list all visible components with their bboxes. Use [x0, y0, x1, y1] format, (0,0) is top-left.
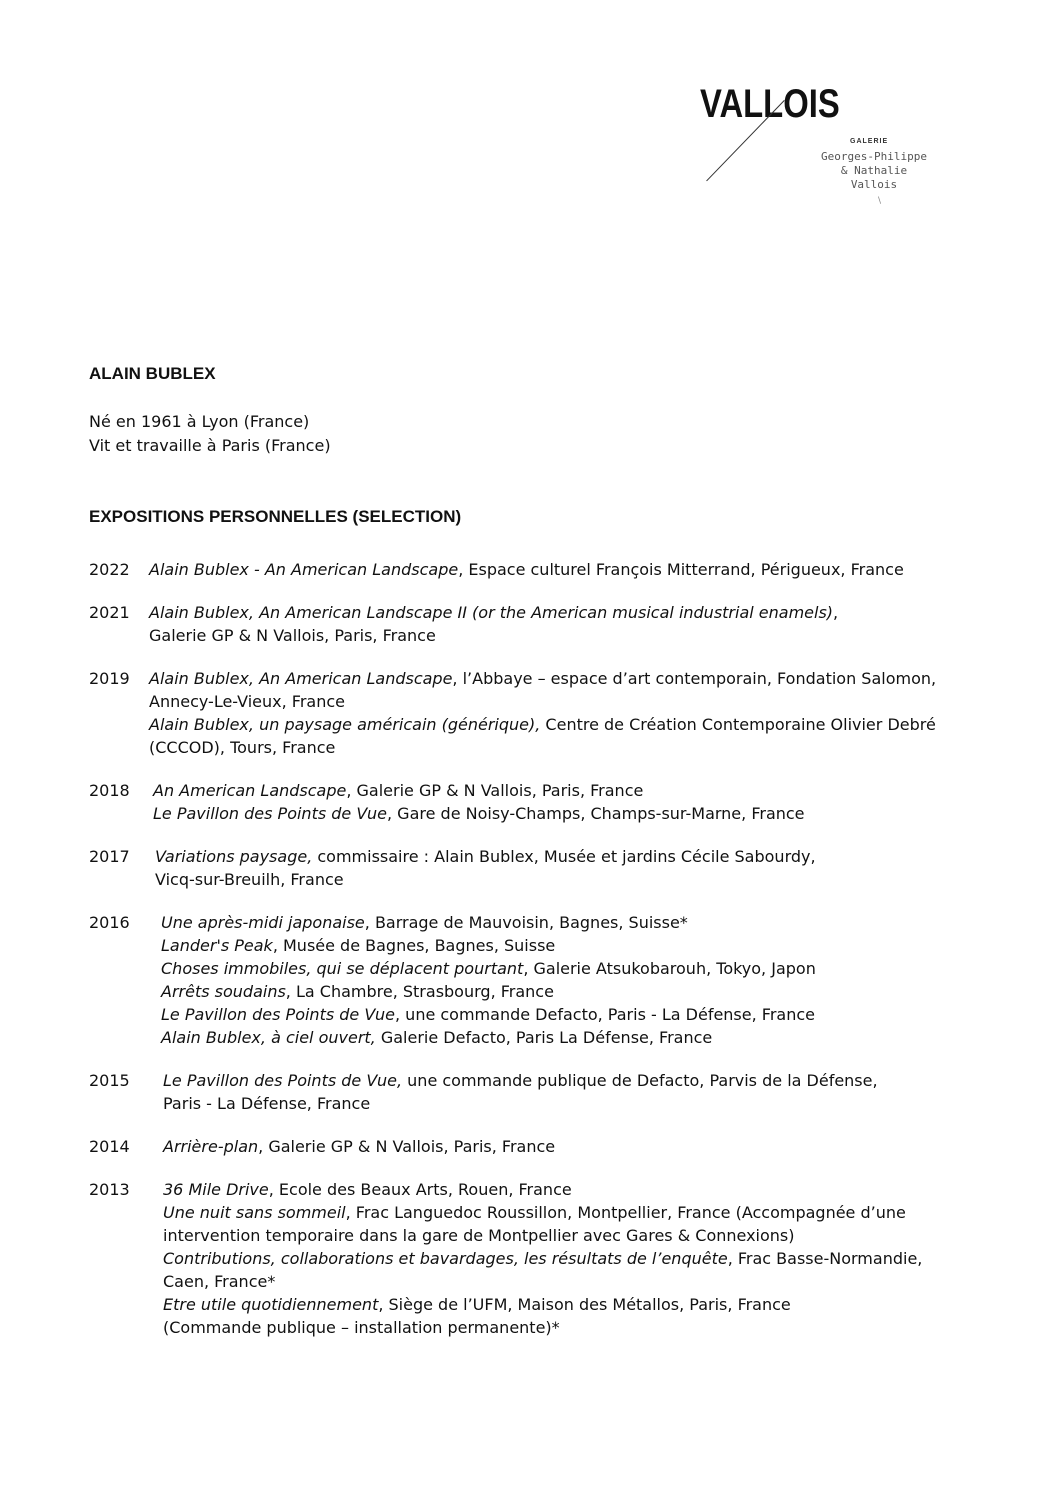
exhibition-venue: Vicq-sur-Breuilh, France [155, 870, 344, 889]
exhibition-line [163, 1178, 989, 1201]
exhibition-year-group [89, 601, 989, 647]
exhibition-venue: , Frac Basse-Normandie, [727, 1249, 923, 1268]
exhibition-line [163, 1247, 989, 1270]
exhibition-line [161, 1026, 989, 1049]
exhibition-title: Etre utile quotidiennement [163, 1295, 379, 1314]
exhibition-venue: , Ecole des Beaux Arts, Rouen, France [268, 1180, 572, 1199]
exhibition-title: Le Pavillon des Points de Vue [161, 1005, 395, 1024]
exhibition-year: 2021 [89, 603, 130, 622]
exhibition-title: Alain Bublex, An American Landscape [149, 669, 453, 688]
exhibition-items [149, 845, 989, 891]
exhibition-line [149, 713, 989, 736]
exhibition-venue: (CCCOD), Tours, France [149, 738, 336, 757]
exhibition-venue: intervention temporaire dans la gare de Montpellier avec Gares & Connexions) [163, 1226, 795, 1245]
exhibition-venue: , Galerie Atsukobarouh, Tokyo, Japon [523, 959, 816, 978]
exhibition-line [153, 779, 989, 802]
exhibition-line [149, 601, 989, 624]
exhibition-venue: , Galerie GP & N Vallois, Paris, France [346, 781, 644, 800]
artist-name: ALAIN BUBLEX [89, 364, 216, 383]
exhibition-venue: , Galerie GP & N Vallois, Paris, France [258, 1137, 556, 1156]
exhibition-items [149, 601, 989, 647]
exhibition-year-group [89, 911, 989, 1049]
exhibition-line [163, 1201, 989, 1224]
exhibition-year-group [89, 558, 989, 581]
exhibition-venue: , [833, 603, 839, 622]
exhibition-title: Contributions, collaborations et bavardages, les résultats de l’enquête [163, 1249, 728, 1268]
exhibition-items [149, 558, 989, 581]
exhibition-line [163, 1293, 989, 1316]
exhibition-line [163, 1270, 989, 1293]
exhibition-venue: , Espace culturel François Mitterrand, Périgueux, France [458, 560, 904, 579]
exhibition-year-group [89, 1069, 989, 1115]
exhibition-venue: , l’Abbaye – espace d’art contemporain, Fondation Salomon, [452, 669, 937, 688]
exhibition-year: 2017 [89, 847, 130, 866]
exhibition-venue: , Frac Languedoc Roussillon, Montpellier, France (Accompagnée d’une [345, 1203, 906, 1222]
exhibition-items [149, 1135, 989, 1158]
logo-line: & Nathalie [840, 164, 908, 177]
exhibition-venue: (Commande publique – installation permanente)* [163, 1318, 560, 1337]
exhibition-title: Alain Bublex, un paysage américain (générique), [149, 715, 541, 734]
exhibition-venue: , Siège de l’UFM, Maison des Métallos, Paris, France [378, 1295, 791, 1314]
exhibition-line [161, 957, 989, 980]
exhibition-title: Le Pavillon des Points de Vue, [163, 1071, 403, 1090]
exhibition-year: 2022 [89, 560, 130, 579]
exhibition-title: Le Pavillon des Points de Vue [153, 804, 387, 823]
exhibition-items [149, 1178, 989, 1339]
exhibition-items [149, 667, 989, 759]
exhibition-items [149, 911, 989, 1049]
exhibition-year-group [89, 1135, 989, 1158]
exhibition-title: Choses immobiles, qui se déplacent pourtant [161, 959, 524, 978]
exhibition-title: Alain Bublex, An American Landscape II (or the American musical industrial enamels) [149, 603, 834, 622]
exhibition-year: 2019 [89, 669, 130, 688]
exhibition-line [163, 1069, 989, 1092]
exhibition-year: 2014 [89, 1137, 130, 1156]
exhibition-line [163, 1135, 989, 1158]
exhibition-title: Arrière-plan [163, 1137, 259, 1156]
exhibition-title: Variations paysage, [155, 847, 313, 866]
logo-gallery-names [818, 150, 930, 192]
exhibition-venue: Galerie GP & N Vallois, Paris, France [149, 626, 436, 645]
exhibition-line [161, 934, 989, 957]
exhibition-line [149, 558, 989, 581]
exhibition-line [163, 1316, 989, 1339]
exhibition-line [153, 802, 989, 825]
exhibition-line [149, 667, 989, 690]
exhibition-venue: commissaire : Alain Bublex, Musée et jardins Cécile Sabourdy, [312, 847, 816, 866]
exhibition-venue: Centre de Création Contemporaine Olivier Debré [540, 715, 936, 734]
bio-line-birth: Né en 1961 à Lyon (France) [89, 412, 310, 431]
exhibition-items [149, 779, 989, 825]
exhibition-line [163, 1224, 989, 1247]
gallery-logo [700, 84, 940, 204]
exhibition-year: 2016 [89, 913, 130, 932]
bio-line-residence: Vit et travaille à Paris (France) [89, 436, 331, 455]
exhibition-line [161, 911, 989, 934]
exhibition-venue: Caen, France* [163, 1272, 276, 1291]
exhibition-line [163, 1092, 989, 1115]
exhibition-line [149, 736, 989, 759]
exhibition-line [149, 690, 989, 713]
exhibition-venue: Paris - La Défense, France [163, 1094, 371, 1113]
exhibition-line [149, 624, 989, 647]
exhibition-title: 36 Mile Drive [163, 1180, 269, 1199]
exhibition-title: An American Landscape [153, 781, 347, 800]
logo-line: Georges-Philippe [821, 150, 927, 163]
exhibition-venue: , Musée de Bagnes, Bagnes, Suisse [272, 936, 556, 955]
logo-galerie-label: GALERIE [850, 138, 889, 145]
exhibitions-list [89, 558, 989, 1359]
logo-line: Vallois [850, 178, 898, 191]
exhibition-line [161, 980, 989, 1003]
exhibition-venue: Annecy-Le-Vieux, France [149, 692, 346, 711]
exhibition-title: Alain Bublex - An American Landscape [149, 560, 459, 579]
section-title: EXPOSITIONS PERSONNELLES (SELECTION) [89, 507, 462, 526]
exhibition-year: 2015 [89, 1071, 130, 1090]
exhibition-year-group [89, 779, 989, 825]
exhibition-year-group [89, 667, 989, 759]
exhibition-venue: une commande publique de Defacto, Parvis de la Défense, [402, 1071, 878, 1090]
exhibition-title: Lander's Peak [161, 936, 273, 955]
exhibition-venue: , Barrage de Mauvoisin, Bagnes, Suisse* [364, 913, 688, 932]
exhibition-title: Une après-midi japonaise [161, 913, 365, 932]
exhibition-year-group [89, 1178, 989, 1339]
artist-bio [89, 410, 331, 458]
exhibition-line [161, 1003, 989, 1026]
exhibition-items [149, 1069, 989, 1115]
logo-tick-mark: \ [878, 196, 882, 206]
logo-wordmark: VALLOIS [700, 82, 840, 126]
exhibition-venue: Galerie Defacto, Paris La Défense, France [375, 1028, 713, 1047]
exhibition-venue: , une commande Defacto, Paris - La Défense, France [395, 1005, 815, 1024]
exhibition-line [155, 845, 989, 868]
exhibition-venue: , La Chambre, Strasbourg, France [285, 982, 554, 1001]
exhibition-title: Alain Bublex, à ciel ouvert, [161, 1028, 376, 1047]
exhibition-year: 2018 [89, 781, 130, 800]
exhibition-year: 2013 [89, 1180, 130, 1199]
exhibition-line [155, 868, 989, 891]
exhibition-title: Une nuit sans sommeil [163, 1203, 346, 1222]
exhibition-venue: , Gare de Noisy-Champs, Champs-sur-Marne, France [387, 804, 805, 823]
exhibition-title: Arrêts soudains [161, 982, 286, 1001]
exhibition-year-group [89, 845, 989, 891]
